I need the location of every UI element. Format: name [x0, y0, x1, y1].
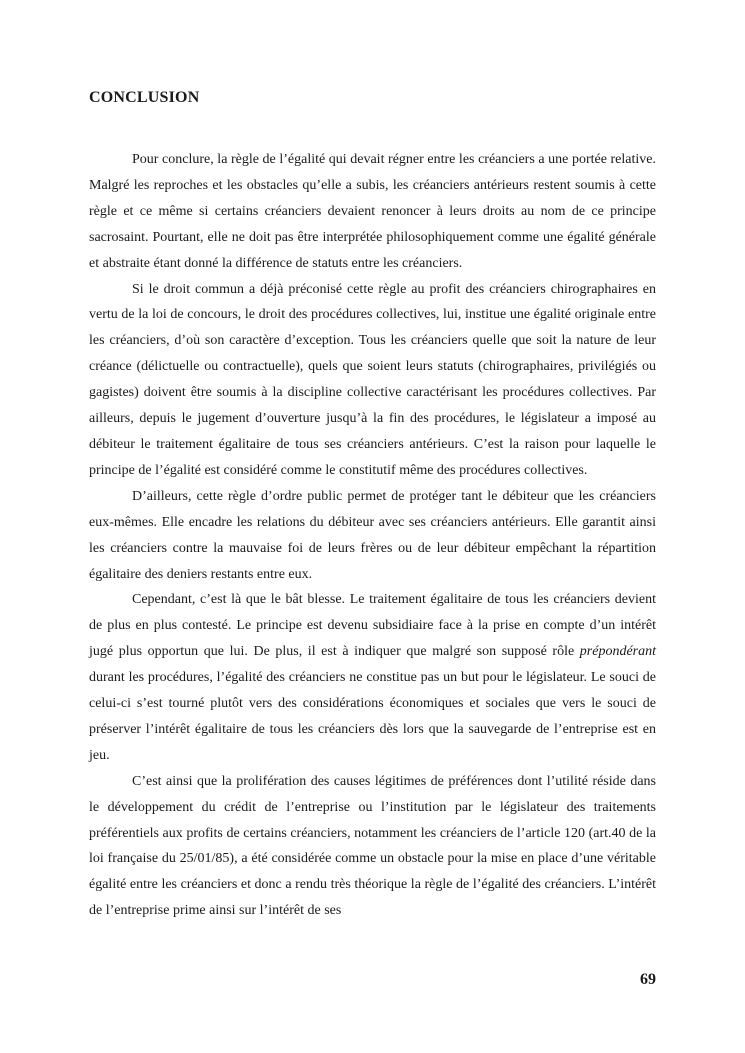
paragraph-4-text-before: Cependant, c’est là que le bât blesse. Le traitement égalitaire de tous les créanciers devient de plus en plus contesté. Le principe est devenu subsidiaire face à la prise en compte d’un intérêt jugé plus opportun que lui. De plus, il est à indiquer que malgré son supposé rôle: [89, 592, 656, 660]
paragraph-4-italic-word: prépondérant: [579, 644, 656, 660]
paragraph-4-text-after: durant les procédures, l’égalité des créanciers ne constitue pas un but pour le législateur. Le souci de celui-ci s’est tourné plutôt vers des considérations économiques et sociales que vers le souci de préserver l’intérêt égalitaire de tous les créanciers dès lors que la sauvegarde de l’entreprise est en jeu.: [89, 670, 656, 763]
paragraph-2: Si le droit commun a déjà préconisé cette règle au profit des créanciers chirographaires en vertu de la loi de concours, le droit des procédures collectives, lui, institue une égalité originale entre les créanciers, d’où son caractère d’exception. Tous les créanciers quelle que soit la nature de leur créance (délictuelle ou contractuelle), quels que soient leurs statuts (chirographaires, privilégiés ou gagistes) doivent être soumis à la discipline collective caractérisant les procédures collectives. Par ailleurs, depuis le jugement d’ouverture jusqu’à la fin des procédures, le législateur a imposé au débiteur le traitement égalitaire de tous ses créanciers antérieurs. C’est la raison pour laquelle le principe de l’égalité est considéré comme le constitutif même des procédures collectives.: [89, 281, 656, 478]
paragraph-3: D’ailleurs, cette règle d’ordre public permet de protéger tant le débiteur que les créanciers eux-mêmes. Elle encadre les relations du débiteur avec ses créanciers antérieurs. Elle garantit ainsi les créanciers contre la mauvaise foi de leurs frères ou de leur débiteur empêchant la répartition égalitaire des deniers restants entre eux.: [89, 488, 656, 582]
paragraph-5: C’est ainsi que la prolifération des causes légitimes de préférences dont l’utilité réside dans le développement du crédit de l’entreprise ou l’institution par le législateur des traitements préférentiels aux profits de certains créanciers, notamment les créanciers de l’article 120 (art.40 de la loi française du 25/01/85), a été considérée comme un obstacle pour la mise en place d’une véritable égalité entre les créanciers et donc a rendu très théorique la règle de l’égalité des créanciers. L’intérêt de l’entreprise prime ainsi sur l’intérêt de ses: [89, 773, 656, 919]
section-heading: CONCLUSION: [89, 89, 200, 106]
document-page: [89, 0, 656, 1053]
paragraph-4: [89, 587, 656, 768]
paragraph-1: Pour conclure, la règle de l’égalité qui devait régner entre les créanciers a une portée relative. Malgré les reproches et les obstacles qu’elle a subis, les créanciers antérieurs restent soumis à cette règle et ce même si certains créanciers devaient renoncer à leurs droits au nom de ce principe sacrosaint. Pourtant, elle ne doit pas être interprétée philosophiquement comme une égalité générale et abstraite étant donné la différence de statuts entre les créanciers.: [89, 152, 656, 271]
body-text: [89, 147, 656, 924]
page-number: 69: [640, 971, 656, 988]
